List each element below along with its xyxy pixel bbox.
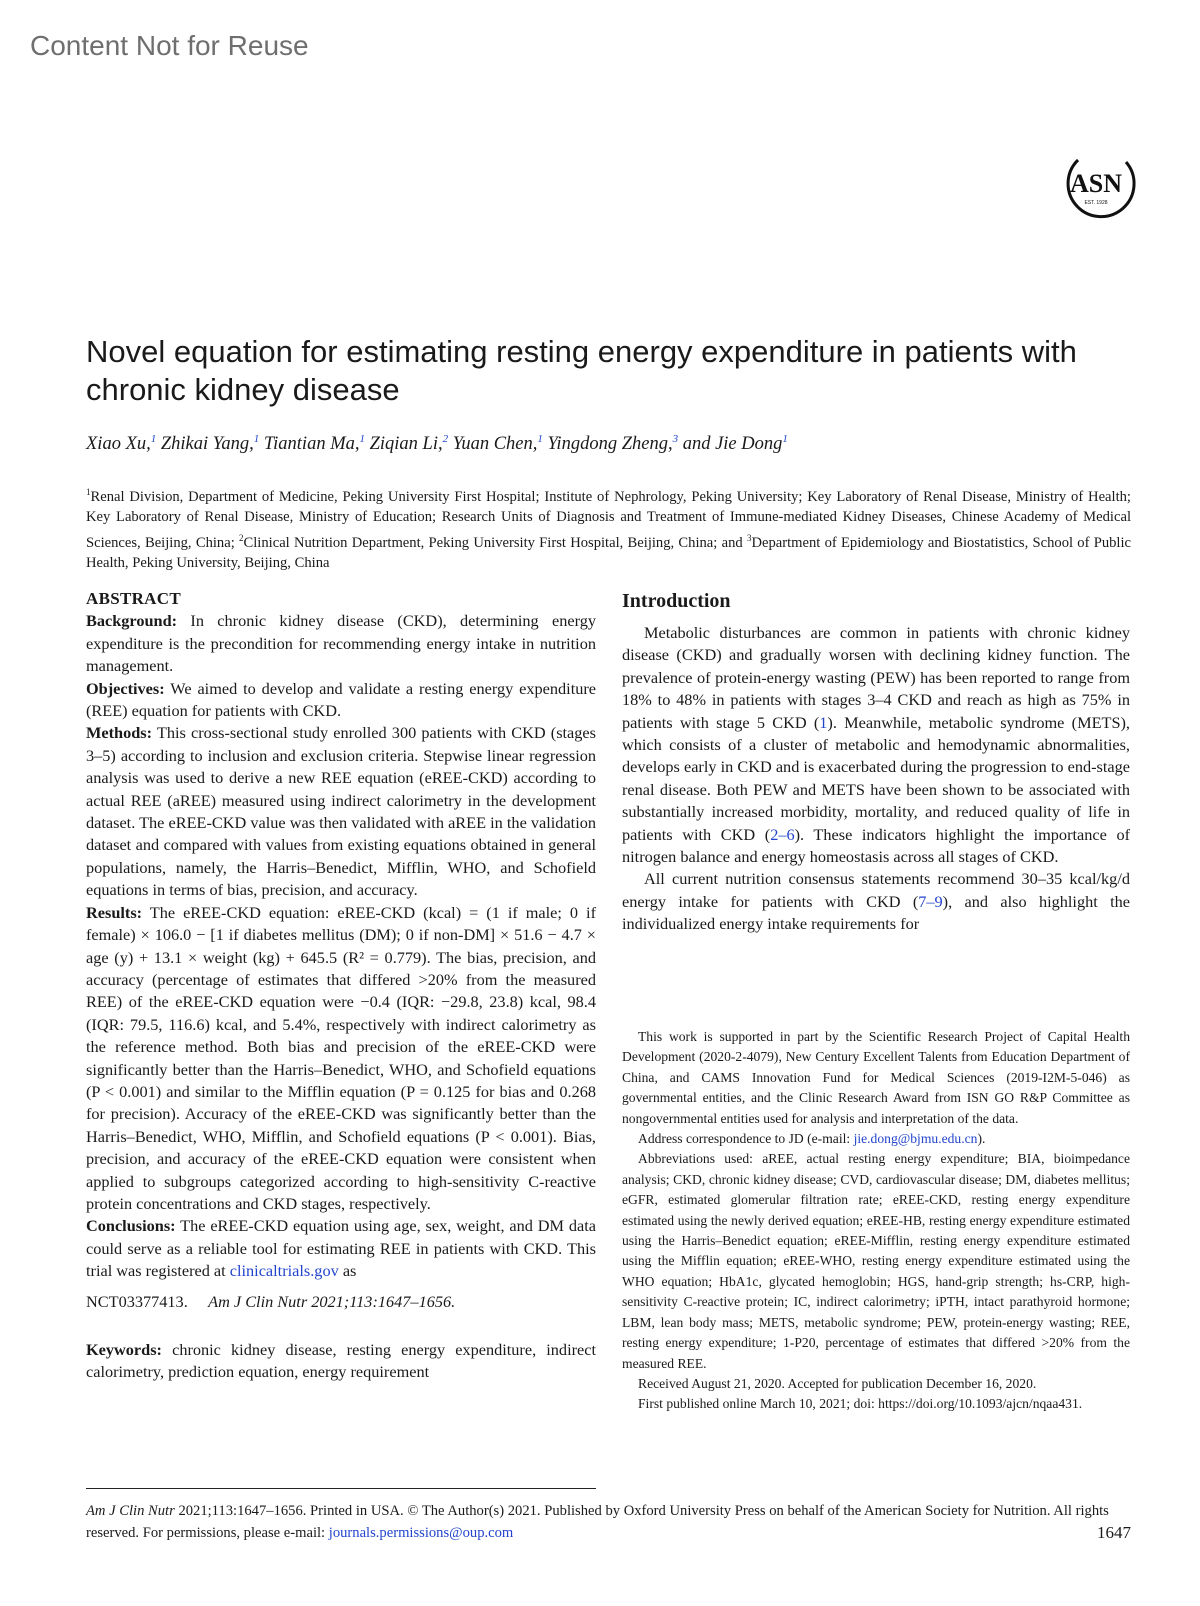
author-affiliation-mark: 1 <box>537 433 543 445</box>
footer-rule <box>86 1488 596 1489</box>
author: Yuan Chen, <box>452 434 538 455</box>
author: Tiantian Ma, <box>263 434 360 455</box>
article-title: Novel equation for estimating resting energy expenditure in patients with chronic kidney disease <box>86 334 1077 407</box>
watermark: Content Not for Reuse <box>30 30 309 61</box>
author-affiliation-mark: 1 <box>782 433 788 445</box>
footer-journal: Am J Clin Nutr <box>86 1503 175 1519</box>
footnotes <box>622 1027 1130 1415</box>
affiliations: $^1$Renal Division, Department of Medicine, Peking University First Hospital; Institute of Nephrology, Peking University; Key Laboratory of Renal Disease, Ministry of Health; Key Laboratory of Renal Disease, Ministry of Education; Research Units of Diagnosis and Treatment of Immune-mediated Kidney Diseases, Chinese Academy of Medical Sciences, Beijing, China; $^2$Clinical Nutrition Department, Peking University First Hospital, Beijing, China; and $^3$Department of Epidemiology and Biostatistics, School of Public Health, Peking University, Beijing, China <box>86 487 1132 571</box>
author-affiliation-mark: 1 <box>150 433 157 445</box>
introduction-paragraph: Metabolic disturbances are common in patients with chronic kidney disease (CKD) and gradually worsen with declining kidney function. The prevalence of protein-energy wasting (PEW) has been reported to range from 18% to 48% in patients with stages 3–4 CKD and reach as high as 75% in patients with stage 5 CKD (1). Meanwhile, metabolic syndrome (METS), which consists of a cluster of metabolic and hemodynamic abnormalities, develops early in CKD and is exacerbated during the progression to end-stage renal disease. Both PEW and METS have been shown to be associated with substantially increased morbidity, mortality, and reduced quality of life in patients with CKD (2–6). These indicators highlight the importance of nitrogen balance and energy homeostasis across all stages of CKD. <box>622 623 1131 867</box>
page-footer <box>86 1500 1131 1544</box>
logo-text: ASN <box>1069 169 1123 198</box>
abstract-results: Results: The eREE-CKD equation: eREE-CKD (kcal) = (1 if male; 0 if female) × 106.0 − [1 if diabetes mellitus (DM); 0 if non-DM] × 51.6 − 4.7 × age (y) + 13.1 × weight (kg) + 645.5 (R² = 0.779). The bias, precision, and accuracy (percentage of estimates that differed >20% from the measured REE) of the eREE-CKD equation were −0.4 (IQR: −29.8, 23.8) kcal, 98.4 (IQR: 79.5, 116.6) kcal, and 5.4%, respectively with indirect calorimetry as the reference method. Both bias and precision of the eREE-CKD were significantly better than the Harris–Benedict, WHO, and Schofield equations (P < 0.001) and similar to the Mifflin equation (P = 0.125 for bias and 0.268 for precision). Accuracy of the eREE-CKD was significantly better than the Harris–Benedict, WHO, Mifflin, and Schofield equations (P < 0.001). Bias, precision, and accuracy of the eREE-CKD equation were consistent when applied to subgroups categorized according to high-sensitivity C-reactive protein concentrations and CKD stages, respectively. <box>86 902 596 1213</box>
author-list <box>86 433 1146 455</box>
asn-logo <box>1060 148 1140 228</box>
correspondence-email-link[interactable]: jie.dong@bjmu.edu.cn <box>853 1131 978 1147</box>
introduction-paragraph: All current nutrition consensus statements recommend 30–35 kcal/kg/d energy intake for patients with CKD (7–9), and also highlight the individualized energy intake requirements for <box>622 869 1130 934</box>
logo-subtext: EST. 1928 <box>1084 200 1108 206</box>
author: Yingdong Zheng, <box>547 434 673 455</box>
published-note: First published online March 10, 2021; doi: https://doi.org/10.1093/ajcn/nqaa431. <box>638 1396 1083 1412</box>
abstract-registration: NCT03377413. Am J Clin Nutr 2021;113:1647–1656. <box>86 1291 456 1311</box>
author-affiliation-mark: 1 <box>253 433 260 445</box>
permissions-email-link[interactable]: journals.permissions@oup.com <box>328 1525 514 1541</box>
abstract-heading: ABSTRACT <box>86 589 181 608</box>
abstract-background: Background: In chronic kidney disease (CKD), determining energy expenditure is the precondition for recommending energy intake in nutrition management. <box>86 611 596 676</box>
correspondence-note: Address correspondence to JD (e-mail: jie.dong@bjmu.edu.cn). <box>638 1131 986 1147</box>
author: Xiao Xu, <box>86 434 151 455</box>
author: Zhikai Yang, <box>160 434 254 455</box>
author-affiliation-mark: 2 <box>442 433 449 445</box>
introduction-heading: Introduction <box>622 590 731 612</box>
introduction-column <box>622 588 1130 936</box>
funding-note: This work is supported in part by the Scientific Research Project of Capital Health Development (2020-2-4079), New Century Excellent Talents from Education Department of China, and CAMS Innovation Fund for Medical Sciences (2019-I2M-5-046) as governmental entities, and the Clinic Research Award from ISN GO R&P Committee as nongovernmental entities used for analysis and interpretation of the data. <box>622 1029 1130 1126</box>
page-number: 1647 <box>1097 1523 1131 1542</box>
reference-link[interactable]: 7–9 <box>918 891 943 911</box>
abbreviations-note: Abbreviations used: aREE, actual resting energy expenditure; BIA, bioimpedance analysis; CKD, chronic kidney disease; CVD, cardiovascular disease; DM, diabetes mellitus; eGFR, estimated glomerular filtration rate; eREE-CKD, resting energy expenditure estimated using the newly derived equation; eREE-HB, resting energy expenditure estimated using the Harris–Benedict equation; eREE-Mifflin, resting energy expenditure estimated using the Mifflin equation; eREE-WHO, resting energy expenditure estimated using the WHO equation; HbA1c, glycated hemoglobin; HGS, hand-grip strength; hs-CRP, high-sensitivity C-reactive protein; IC, indirect calorimetry; iPTH, intact parathyroid hormone; LBM, lean body mass; METS, metabolic syndrome; PEW, protein-energy wasting; REE, resting energy expenditure; 1-P20, percentage of estimates that differed >20% from the measured REE. <box>622 1151 1130 1371</box>
keywords: Keywords: chronic kidney disease, resting energy expenditure, indirect calorimetry, prediction equation, energy requirement <box>86 1340 596 1382</box>
reference-link[interactable]: 2–6 <box>770 824 795 844</box>
author: and Jie Dong <box>682 434 783 455</box>
abstract-methods: Methods: This cross-sectional study enrolled 300 patients with CKD (stages 3–5) according to inclusion and exclusion criteria. Stepwise linear regression analysis was used to derive a new REE equation (eREE-CKD) according to actual REE (aREE) measured using indirect calorimetry in the development dataset. The eREE-CKD value was then validated with aREE in the validation dataset and compared with values from existing equations obtained in general populations, namely, the Harris–Benedict, Mifflin, WHO, and Schofield equations in terms of bias, precision, and accuracy. <box>86 723 596 900</box>
reference-link[interactable]: 1 <box>819 712 828 732</box>
footer-text: 2021;113:1647–1656. Printed in USA. © The Author(s) 2021. Published by Oxford University Press on behalf of the American Society for Nutrition. All rights reserved. For permissions, please e-mail: <box>86 1503 1109 1541</box>
abstract-column <box>86 588 596 1384</box>
citation: Am J Clin Nutr 2021;113:1647–1656. <box>208 1291 456 1311</box>
received-note: Received August 21, 2020. Accepted for publication December 16, 2020. <box>638 1375 1037 1391</box>
author-affiliation-mark: 3 <box>672 433 679 445</box>
clinicaltrials-link[interactable]: clinicaltrials.gov <box>229 1261 339 1281</box>
author-affiliation-mark: 1 <box>359 433 365 445</box>
abstract-conclusions: Conclusions: The eREE-CKD equation using age, sex, weight, and DM data could serve as a reliable tool for estimating REE in patients with CKD. This trial was registered at clinicaltrials.gov as <box>86 1216 596 1281</box>
abstract-objectives: Objectives: We aimed to develop and validate a resting energy expenditure (REE) equation for patients with CKD. <box>86 678 596 721</box>
author: Ziqian Li, <box>369 434 443 455</box>
